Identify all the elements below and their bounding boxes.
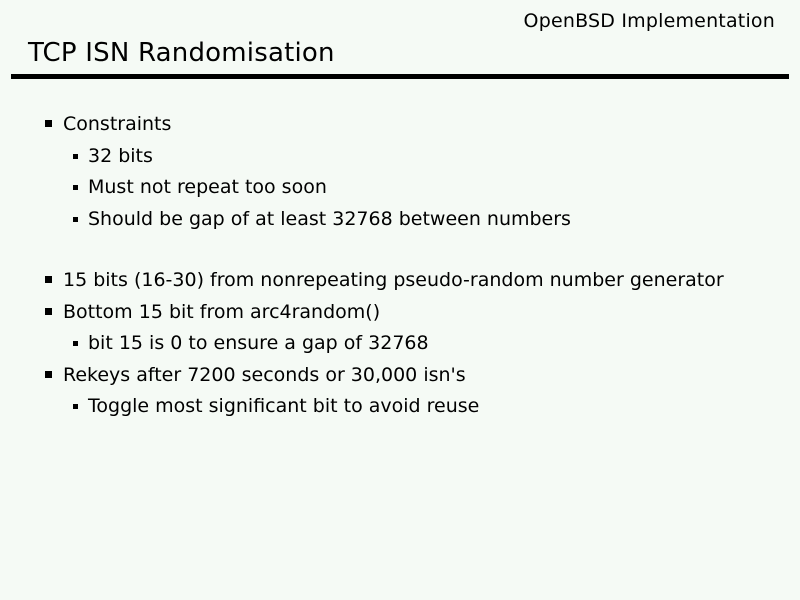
bullet-text: Bottom 15 bit from arc4random() [63,300,381,323]
bullet-square-icon [45,276,52,283]
bullet-text: Toggle most significant bit to avoid reuse [88,395,480,417]
bullet-item [0,112,800,144]
bullet-item [0,300,800,332]
bullet-item [0,331,800,363]
bullet-text: 32 bits [88,144,153,167]
bullet-text: Constraints [63,113,172,135]
bullet-text: 15 bits (16-30) from nonrepeating pseudo-random number generator [63,269,724,291]
bullet-text: bit 15 is 0 to ensure a gap of 32768 [88,332,429,354]
bullet-square-icon [45,308,52,315]
bullet-square-icon [73,185,78,190]
bullet-square-icon [73,154,78,159]
bullet-item [0,363,800,395]
bullet-spacer [0,238,800,268]
bullet-item [0,175,800,207]
bullet-item [0,394,800,426]
bullet-list [0,112,800,426]
bullet-square-icon [45,120,52,127]
bullet-item [0,144,800,176]
bullet-text: Should be gap of at least 32768 between numbers [88,207,571,230]
bullet-square-icon [73,404,78,409]
bullet-text: Must not repeat too soon [88,176,327,198]
bullet-item [0,207,800,239]
bullet-text: Rekeys after 7200 seconds or 30,000 isn's [63,363,466,386]
bullet-square-icon [73,341,78,346]
bullet-square-icon [73,217,78,222]
bullet-square-icon [45,371,52,378]
bullet-item [0,268,800,300]
corner-label: OpenBSD Implementation [523,10,775,32]
title-divider [11,74,789,79]
page-title: TCP ISN Randomisation [28,38,335,68]
